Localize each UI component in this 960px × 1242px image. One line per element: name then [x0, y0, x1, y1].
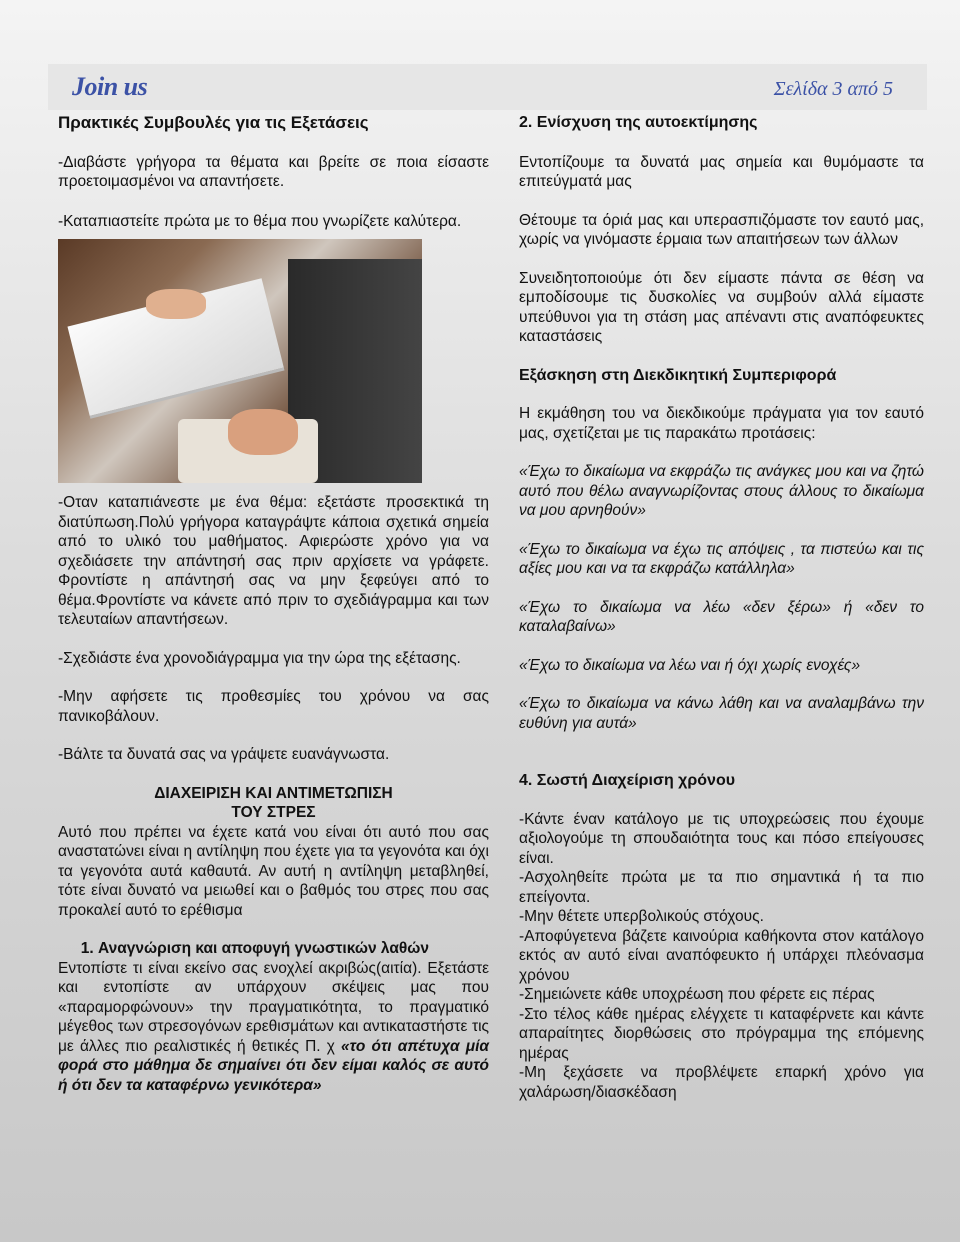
time-tip-1: -Κάντε έναν κατάλογο με τις υποχρεώσεις που έχουμε αξιολογούμε τη σπουδαιότητα τους και πόσο επείγουσες είναι. — [519, 810, 924, 867]
time-tip-6: -Στο τέλος κάθε ημέρας ελέγχετε τι καταφέρνετε και κάντε απαραίτητες διορθώσεις στο πρόγραμμα της επόμενης ημέρας — [519, 1005, 924, 1062]
stress-text: Αυτό που πρέπει να έχετε κατά νου είναι ότι αυτό που σας αναστατώνει είναι η αντίληψη που έχετε για τα γεγονότα και όχι τα γεγονότα αυτά καθαυτά. Αν αυτή η αντίληψη μεταβληθεί, τότε είναι δυνατό να μειωθεί και ο βαθμός του στρες που σας προκαλεί αυτό το ερέθισμα — [58, 823, 489, 919]
tip-5: -Μην αφήσετε τις προθεσμίες του χρόνου να σας πανικοβάλουν. — [58, 688, 489, 725]
right-quote-4: «Έχω το δικαίωμα να λέω ναι ή όχι χωρίς ενοχές» — [519, 656, 861, 674]
stress-list — [58, 939, 489, 959]
page-header — [48, 64, 927, 110]
tip-4: -Σχεδιάστε ένα χρονοδιάγραμμα για την ώρα της εξέτασης. — [58, 649, 461, 667]
self-esteem-heading: 2. Ενίσχυση της αυτοεκτίμησης — [519, 114, 758, 131]
time-tip-3: -Μην θέτετε υπερβολικούς στόχους. — [519, 908, 764, 925]
assertive-heading: Εξάσκηση στη Διεκδικητική Συμπεριφορά — [519, 366, 837, 384]
right-quote-2: «Έχω το δικαίωμα να έχω τις απόψεις , τα πιστεύω και τις αξίες μου και να τα εκφράζω κατάλληλα» — [519, 540, 924, 577]
assertive-intro: Η εκμάθηση του να διεκδικούμε πράγματα για τον εαυτό μας, σχετίζεται με τις παρακάτω προτάσεις: — [519, 405, 924, 442]
page-number: Σελίδα 3 από 5 — [773, 78, 893, 100]
stress-heading-line-1: ΔΙΑΧΕΙΡΙΣΗ ΚΑΙ ΑΝΤΙΜΕΤΩΠΙΣΗ — [154, 784, 393, 802]
item-1-text — [58, 959, 489, 1096]
tip-6: -Βάλτε τα δυνατά σας να γράψετε ευανάγνωστα. — [58, 746, 390, 763]
time-tip-5: -Σημειώνετε κάθε υποχρέωση που φέρετε εις πέρας — [519, 986, 875, 1003]
right-quote-1: «Έχω το δικαίωμα να εκφράζω τις ανάγκες μου και να ζητώ αυτό που θέλω αναγνωρίζοντας στους άλλους το δικαίωμα να μου αρνηθούν» — [519, 463, 924, 519]
time-management-heading: 4. Σωστή Διαχείριση χρόνου — [519, 772, 736, 789]
right-quote-3: «Έχω το δικαίωμα να λέω «δεν ξέρω» ή «δεν το καταλαβαίνω» — [519, 598, 924, 635]
tip-1: -Διαβάστε γρήγορα τα θέματα και βρείτε σε ποια είσαστε προετοιμασμένοι να απαντήσετε. — [58, 153, 489, 190]
time-tip-7: -Μη ξεχάσετε να προβλέψετε επαρκή χρόνο για χαλάρωση/διασκέδαση — [519, 1064, 924, 1101]
right-column — [519, 113, 924, 1102]
stress-heading-line-2: ΤΟΥ ΣΤΡΕΣ — [231, 804, 316, 821]
self-esteem-p1: Εντοπίζουμε τα δυνατά μας σημεία και θυμόμαστε τα επιτεύγματά μας — [519, 153, 924, 190]
item-1-title: 1. Αναγνώριση και αποφυγή γνωστικών λαθών — [98, 939, 489, 959]
self-esteem-p3: Συνειδητοποιούμε ότι δεν είμαστε πάντα σε θέση να εμποδίσουμε τις δυσκολίες να συμβούν αλλά είμαστε υπεύθυνοι για τη στάση μας απέναντι στις αναπόφευκτες καταστάσεις — [519, 269, 924, 345]
left-column — [58, 113, 489, 1095]
time-tip-2: -Ασχοληθείτε πρώτα με τα πιο σημαντικά ή τα πιο επείγοντα. — [519, 869, 924, 906]
time-tip-4: -Αποφύγετενα βάζετε καινούρια καθήκοντα στον κατάλογο εκτός αν αυτό είναι αναπόφευκτο ή υπάρχει πλεόνασμα χρόνου — [519, 927, 924, 984]
exam-tips-title: Πρακτικές Συμβουλές για τις Εξετάσεις — [58, 113, 369, 132]
students-reading-photo — [58, 239, 422, 483]
tip-3: -Οταν καταπιάνεστε με ένα θέμα: εξετάστε προσεκτικά τη διατύπωση.Πολύ γρήγορα καταγράψτε κάποια σχετικά σημεία από το υλικό του μαθήματος. Αφιερώστε χρόνο για να σχεδιάσετε την απάντησή σας πριν αρχίσετε να γράφετε. Φροντίστε η απάντησή σας να μην ξεφεύγει από το θέμα.Φροντίστε να κάνετε από πριν το σχεδιάγραμμα και των τελευταίων απαντήσεων. — [58, 494, 489, 628]
item-1-body: Εντοπίστε τι είναι εκείνο σας ενοχλεί ακριβώς(αιτία). Εξετάστε και εντοπίστε αν υπάρχουν σκέψεις μας που «παραμορφώνουν» την πραγματικότητα, το πραγματικό μέγεθος των στρεσογόνων ερεθισμάτων και αντικαταστήστε τις με άλλες πιο ρεαλιστικές ή θετικές Π. χ — [58, 959, 489, 1055]
self-esteem-p2: Θέτουμε τα όριά μας και υπερασπιζόμαστε τον εαυτό μας, χωρίς να γινόμαστε έρμαια των απαιτήσεων των άλλων — [519, 211, 924, 248]
right-quote-5: «Έχω το δικαίωμα να κάνω λάθη και να αναλαμβάνω την ευθύνη για αυτά» — [519, 695, 924, 732]
tip-2: -Καταπιαστείτε πρώτα με το θέμα που γνωρίζετε καλύτερα. — [58, 212, 462, 230]
join-us-logo: Join us — [72, 72, 148, 101]
item-1-quote: «το ότι απέτυχα μία φορά στο μάθημα δε σημαίνει ότι δεν είμαι καλός σε αυτό ή ότι δεν τα καταφέρνω γενικότερα» — [58, 1037, 489, 1094]
